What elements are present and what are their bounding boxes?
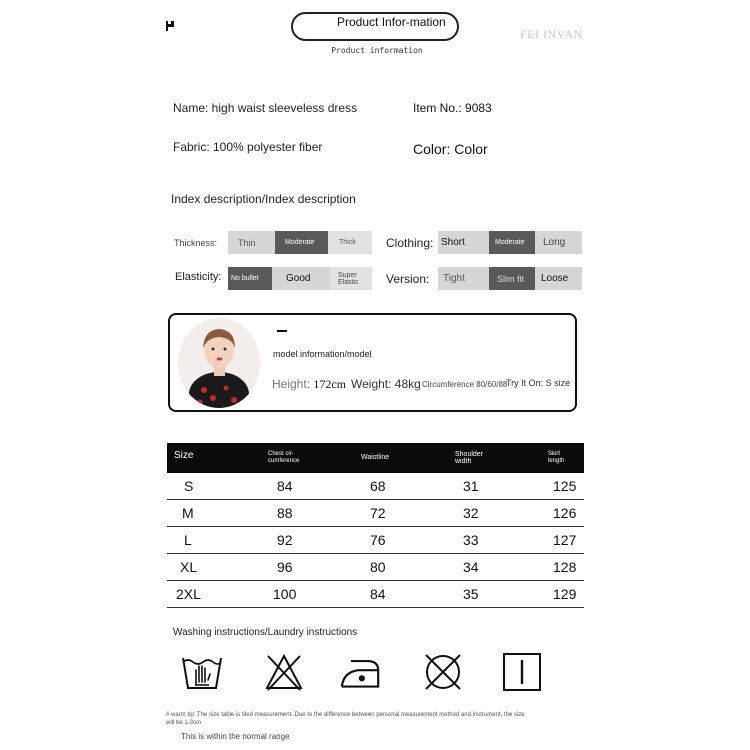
cell-shoulder: 34 bbox=[463, 559, 479, 575]
index-title: Index description/Index description bbox=[171, 192, 356, 206]
thickness-label: Thickness: bbox=[174, 238, 218, 248]
warm-tip: # warm tip: The size table is tiled measurement. Due to the difference between personal measurement method and instrument, the size will be 1-3cm bbox=[166, 712, 525, 726]
page-subtitle: Product information bbox=[331, 46, 423, 55]
model-try-on: Try It On: S size bbox=[506, 378, 571, 388]
product-name: Name: high waist sleeveless dress bbox=[173, 101, 358, 115]
model-title: model information/model bbox=[273, 349, 372, 359]
cell-shoulder: 35 bbox=[463, 586, 479, 602]
thickness-moderate: Moderate bbox=[275, 231, 328, 254]
color: Color: Color bbox=[413, 141, 488, 157]
version-tight: Tight bbox=[438, 267, 489, 290]
table-row bbox=[167, 473, 584, 500]
table-row bbox=[167, 527, 584, 554]
size-table-header bbox=[167, 443, 584, 473]
table-row bbox=[167, 554, 584, 581]
thickness-thin: Thin bbox=[228, 231, 275, 254]
item-number: Item No.: 9083 bbox=[413, 101, 492, 115]
cell-size: L bbox=[184, 532, 192, 548]
model-height-label: Height: bbox=[272, 377, 314, 391]
cell-size: M bbox=[182, 505, 194, 521]
elasticity-good: Good bbox=[272, 267, 330, 290]
version-label: Version: bbox=[386, 272, 430, 286]
cell-chest: 84 bbox=[277, 478, 293, 494]
header-chest: Chest cir-cumference bbox=[268, 451, 300, 464]
iron-low-heat-icon bbox=[340, 652, 380, 692]
elasticity-label: Elasticity: bbox=[175, 271, 222, 283]
header-skirt: Skirt length bbox=[548, 451, 565, 464]
model-circumference: Circumference 80/60/88 bbox=[422, 380, 508, 389]
cell-waist: 72 bbox=[370, 505, 386, 521]
model-photo-icon bbox=[178, 318, 260, 408]
cell-shoulder: 33 bbox=[463, 532, 479, 548]
model-height bbox=[272, 377, 346, 392]
elasticity-no-bullet: No bullet bbox=[228, 267, 272, 290]
fabric: Fabric: 100% polyester fiber bbox=[173, 140, 323, 154]
normal-range-note: This is within the normal range bbox=[181, 732, 290, 741]
version-loose: Loose bbox=[535, 267, 582, 290]
clothing-short: Short bbox=[438, 231, 489, 254]
cell-skirt: 125 bbox=[553, 478, 577, 494]
cell-waist: 84 bbox=[370, 586, 386, 602]
thickness-scale bbox=[228, 231, 372, 254]
cell-size: S bbox=[184, 478, 194, 494]
cell-chest: 92 bbox=[277, 532, 293, 548]
model-dash bbox=[277, 330, 287, 332]
cell-size: XL bbox=[180, 559, 198, 575]
cell-size: 2XL bbox=[176, 586, 201, 602]
clothing-moderate: Moderate bbox=[489, 231, 535, 254]
model-height-value: 172cm bbox=[313, 377, 347, 391]
cell-skirt: 127 bbox=[553, 532, 577, 548]
cell-chest: 100 bbox=[273, 586, 297, 602]
hand-wash-icon bbox=[182, 652, 222, 692]
brand-name: FEI INVAN bbox=[520, 27, 583, 41]
do-not-tumble-dry-icon bbox=[423, 652, 463, 692]
clothing-label: Clothing: bbox=[386, 236, 434, 250]
table-row bbox=[167, 581, 584, 608]
header-size: Size bbox=[174, 450, 194, 461]
header-shoulder: Shoulder width bbox=[455, 451, 484, 465]
clothing-long: Long bbox=[535, 231, 582, 254]
cell-waist: 68 bbox=[370, 478, 386, 494]
cell-waist: 76 bbox=[370, 532, 386, 548]
thickness-thick: Thick bbox=[328, 231, 372, 254]
cell-skirt: 129 bbox=[553, 586, 577, 602]
hang-dry-icon bbox=[502, 652, 542, 692]
cell-waist: 80 bbox=[370, 559, 386, 575]
cell-shoulder: 31 bbox=[463, 478, 479, 494]
do-not-bleach-icon bbox=[264, 652, 304, 692]
elasticity-super: Super Elastic bbox=[330, 267, 372, 290]
version-scale bbox=[438, 267, 582, 290]
clothing-scale bbox=[438, 231, 582, 254]
cell-skirt: 128 bbox=[553, 559, 577, 575]
cell-chest: 96 bbox=[277, 559, 293, 575]
elasticity-scale bbox=[228, 267, 372, 290]
model-weight: Weight: 48kg bbox=[351, 377, 421, 391]
washing-title: Washing instructions/Laundry instructions bbox=[173, 627, 358, 638]
page-title: Product Infor-mation bbox=[291, 12, 459, 41]
header-waistline: Waistline bbox=[361, 454, 390, 461]
cell-shoulder: 32 bbox=[463, 505, 479, 521]
brand-logo-icon bbox=[166, 21, 174, 31]
cell-skirt: 126 bbox=[553, 505, 577, 521]
version-slim-fit: Slim fit bbox=[489, 267, 535, 290]
table-row bbox=[167, 500, 584, 527]
cell-chest: 88 bbox=[277, 505, 293, 521]
